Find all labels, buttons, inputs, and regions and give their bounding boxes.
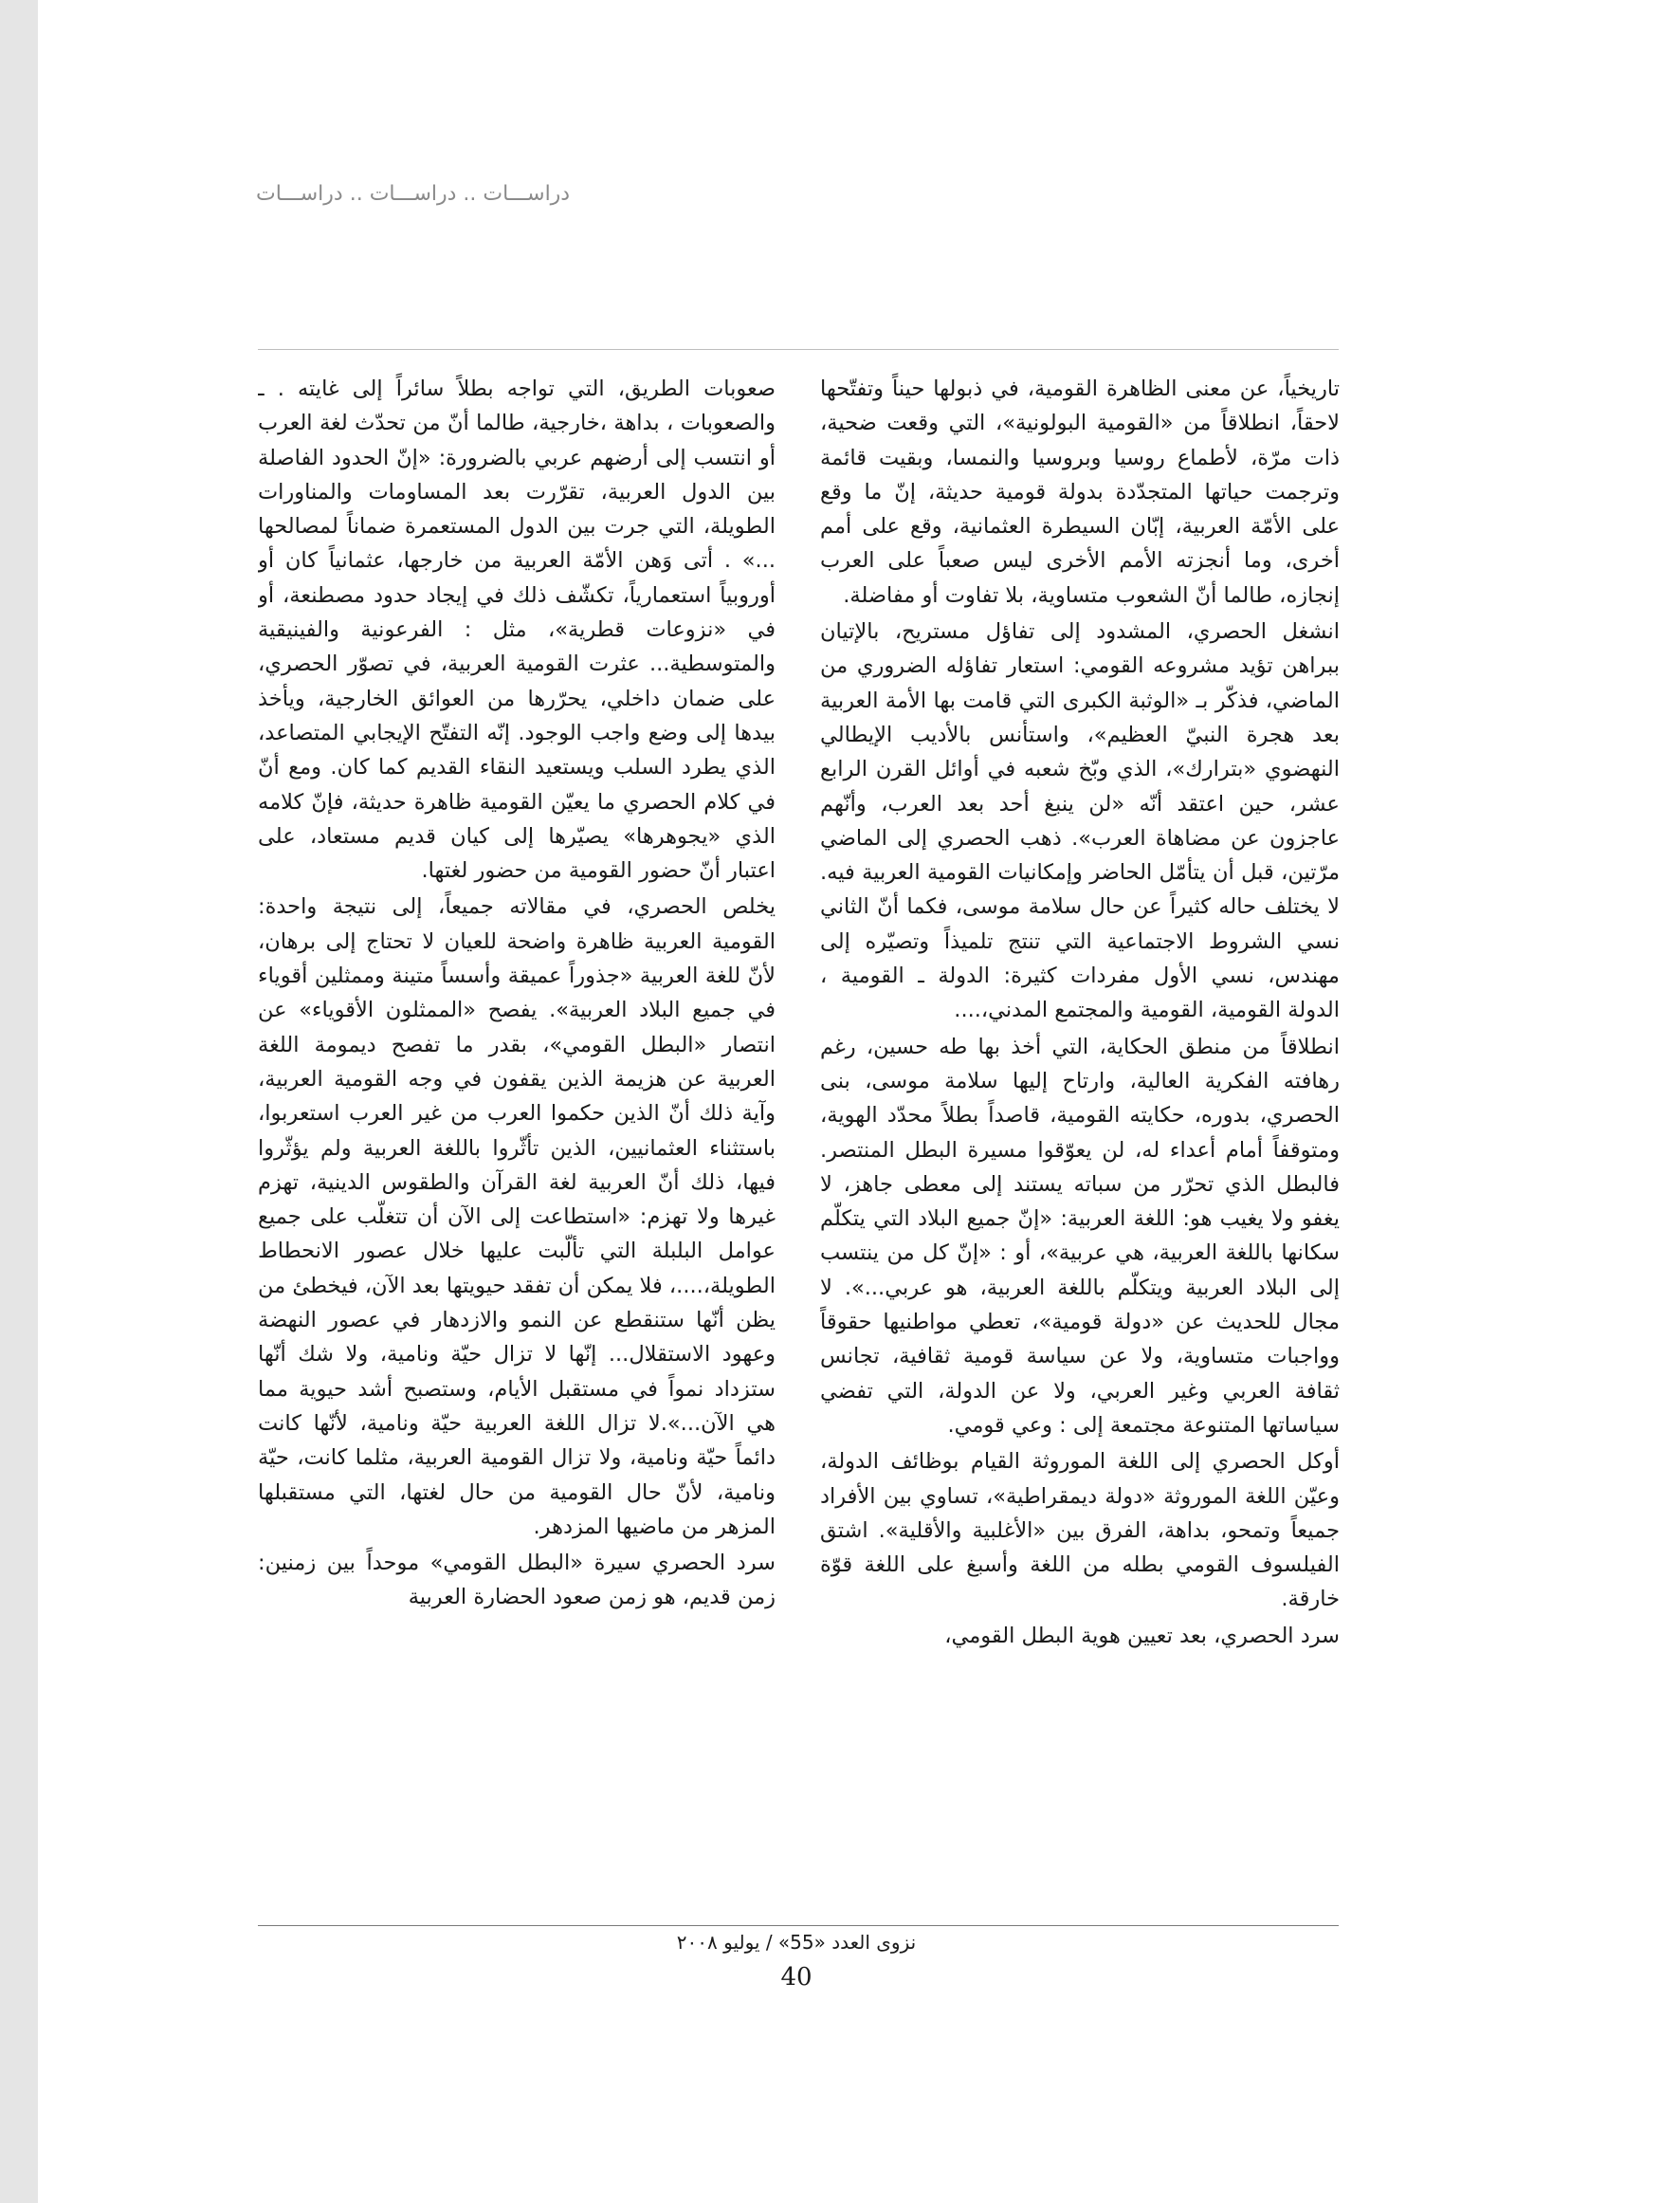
left-column (258, 372, 776, 1919)
paragraph: يخلص الحصري، في مقالاته جميعاً، إلى نتيجة واحدة: القومية العربية ظاهرة واضحة للعيان لا تحتاج إلى برهان، لأنّ للغة العربية «جذوراً عميقة وأسساً متينة وممثلين أقوياء في جميع البلاد العربية». يفصح «الممثلون الأقوياء» عن انتصار «البطل القومي»، بقدر ما تفصح ديمومة اللغة العربية عن هزيمة الذين يقفون في وجه القومية العربية، وآية ذلك أنّ الذين حكموا العرب من غير العرب استعربوا، باستثناء العثمانيين، الذين تأثّروا باللغة العربية ولم يؤثّروا فيها، ذلك أنّ العربية لغة القرآن والطقوس الدينية، تهزم غيرها ولا تهزم: «استطاعت إلى الآن أن تتغلّب على جميع عوامل البلبلة التي تألّبت عليها خلال عصور الانحطاط الطويلة،....، فلا يمكن أن تفقد حيويتها بعد الآن، فيخطئ من يظن أنّها ستنقطع عن النمو والازدهار في عصور النهضة وعهود الاستقلال... إنّها لا تزال حيّة ونامية، ولا شك أنّها ستزداد نمواً في مستقبل الأيام، وستصبح أشد حيوية مما هي الآن...».لا تزال اللغة العربية حيّة ونامية، لأنّها كانت دائماً حيّة ونامية، ولا تزال القومية العربية، مثلما كانت، حيّة ونامية، لأنّ حال القومية من حال لغتها، التي مستقبلها المزهر من ماضيها المزدهر. (258, 894, 776, 1539)
paragraph: سرد الحصري سيرة «البطل القومي» موحداً بين زمنين: زمن قديم، هو زمن صعود الحضارة العربية (258, 1551, 776, 1610)
paragraph: انشغل الحصري، المشدود إلى تفاؤل مستريح، بالإتيان ببراهن تؤيد مشروعه القومي: استعار تفاؤله الضروري من الماضي، فذكّر بـ «الوثبة الكبرى التي قامت بها الأمة العربية بعد هجرة النبيّ العظيم»، واستأنس بالأديب الإيطالي النهضوي «بترارك»، الذي وبّخ شعبه في أوائل القرن الرابع عشر، حين اعتقد أنّه «لن ينبغ أحد بعد العرب، وأنّهم عاجزون عن مضاهاة العرب». ذهب الحصري إلى الماضي مرّتين، قبل أن يتأمّل الحاضر وإمكانيات القومية العربية فيه. لا يختلف حاله كثيراً عن حال سلامة موسى، فكما أنّ الثاني نسي الشروط الاجتماعية التي تنتج تلميذاً وتصيّره إلى مهندس، نسي الأول مفردات كثيرة: الدولة ـ القومية ، الدولة القومية، القومية والمجتمع المدني،.... (820, 619, 1340, 1023)
footer-divider (258, 1925, 1339, 1926)
page-number: 40 (780, 1963, 813, 1992)
running-head: دراســـات .. دراســـات .. دراســـات (256, 182, 571, 206)
paragraph: صعوبات الطريق، التي تواجه بطلاً سائراً إلى غايته . ـ والصعوبات ، بداهة ،خارجية، طالما أنّ من تحدّث لغة العرب أو انتسب إلى أرضهم عربي بالضرورة: «إنّ الحدود الفاصلة بين الدول العربية، تقرّرت بعد المساومات والمناورات الطويلة، التي جرت بين الدول المستعمرة ضماناً لمصالحها ...» . أتى وَهن الأمّة العربية من خارجها، عثمانياً كان أو أوروبياً استعمارياً، تكشّف ذلك في إيجاد حدود مصطنعة، أو في «نزوعات قطرية»، مثل : الفرعونية والفينيقية والمتوسطية... عثرت القومية العربية، في تصوّر الحصري، على ضمان داخلي، يحرّرها من العوائق الخارجية، ويأخذ بيدها إلى وضع واجب الوجود. إنّه التفتّح الإيجابي المتصاعد، الذي يطرد السلب ويستعيد النقاء القديم كما كان. ومع أنّ في كلام الحصري ما يعيّن القومية ظاهرة حديثة، فإنّ كلامه الذي «يجوهرها» يصيّرها إلى كيان قديم مستعاد، على اعتبار أنّ حضور القومية من حضور لغتها. (258, 376, 776, 884)
page-edge-strip (0, 0, 38, 2203)
right-column (820, 372, 1340, 1919)
paragraph: أوكل الحصري إلى اللغة الموروثة القيام بوظائف الدولة، وعيّن اللغة الموروثة «دولة ديمقراطية»، تساوي بين الأفراد جميعاً وتمحو، بداهة، الفرق بين «الأغلبية والأقلية». اشتق الفيلسوف القومي بطله من اللغة وأسبغ على اللغة قوّة خارقة. (820, 1449, 1340, 1612)
footer-issue-line: نزوى العدد «55» / يوليو ٢٠٠٨ (676, 1931, 917, 1954)
paragraph: سرد الحصري، بعد تعيين هوية البطل القومي، (944, 1623, 1340, 1648)
paragraph: تاريخياً، عن معنى الظاهرة القومية، في ذبولها حيناً وتفتّحها لاحقاً، انطلاقاً من «القومية البولونية»، التي وقعت ضحية، ذات مرّة، لأطماع روسيا وبروسيا والنمسا، وبقيت قائمة وترجمت حياتها المتجدّدة بدولة قومية حديثة، إنّ ما وقع على الأمّة العربية، إبّان السيطرة العثمانية، وقع على أمم أخرى، وما أنجزته الأمم الأخرى ليس صعباً على العرب إنجازه، طالما أنّ الشعوب متساوية، بلا تفاوت أو مفاضلة. (820, 376, 1340, 608)
paragraph: انطلاقاً من منطق الحكاية، التي أخذ بها طه حسين، رغم رهافته الفكرية العالية، وارتاح إليها سلامة موسى، بنى الحصري، بدوره، حكايته القومية، قاصداً بطلاً محدّد الهوية، ومتوقفاً أمام أعداء له، لن يعوّقوا مسيرة البطل المنتصر. فالبطل الذي تحرّر من سباته يستند إلى معطى جاهز، لا يغفو ولا يغيب هو: اللغة العربية: «إنّ جميع البلاد التي يتكلّم سكانها باللغة العربية، هي عربية»، أو : «إنّ كل من ينتسب إلى البلاد العربية ويتكلّم باللغة العربية، هو عربي...». لا مجال للحديث عن «دولة قومية»، تعطي مواطنيها حقوقاً وواجبات متساوية، ولا عن سياسة قومية ثقافية، تجانس ثقافة العربي وغير العربي، ولا عن الدولة، التي تفضي سياساتها المتنوعة مجتمعة إلى : وعي قومي. (820, 1034, 1340, 1438)
top-divider (258, 349, 1339, 350)
